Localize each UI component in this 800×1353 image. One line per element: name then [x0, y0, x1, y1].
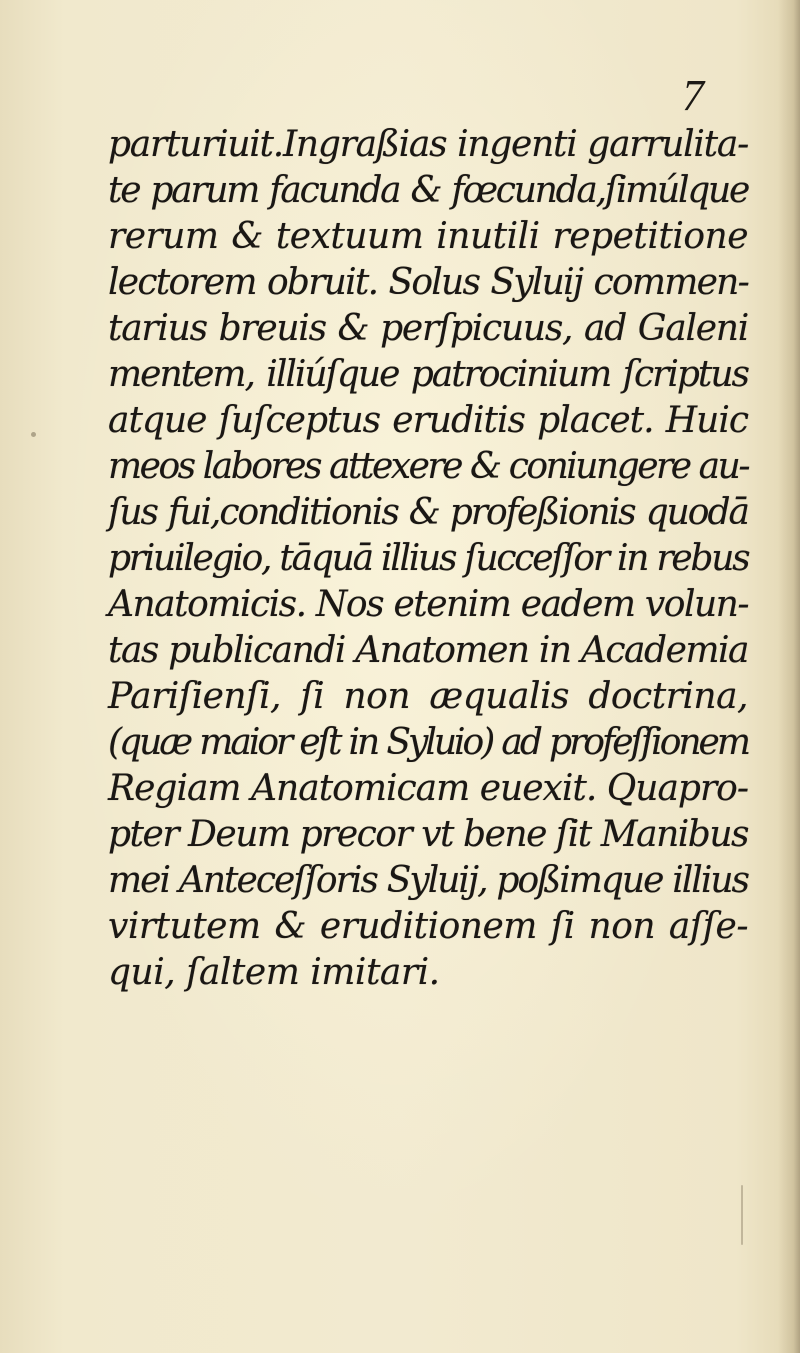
- text-line: meos labores attexere & coniungere au-: [108, 446, 748, 487]
- text-line: pter Deum precor vt bene ſit Manibus: [108, 814, 748, 855]
- text-line: lectorem obruit. Solus Syluij commen-: [108, 262, 748, 303]
- page-number: 7: [682, 71, 704, 120]
- text-line: (quæ maior eſt in Syluio) ad profeſſionem: [108, 722, 748, 763]
- text-line: rerum & textuum inutili repetitione: [108, 216, 748, 257]
- paper-speck: [31, 432, 36, 437]
- text-line: ſus fui,conditionis & profeßionis quodā: [108, 492, 748, 533]
- text-line: mei Anteceſſoris Syluij, poßimque illius: [108, 860, 748, 901]
- text-line: Regiam Anatomicam euexit. Quapro-: [108, 768, 748, 809]
- text-line: tas publicandi Anatomen in Academia: [108, 630, 748, 671]
- text-line: Anatomicis. Nos etenim eadem volun-: [108, 584, 748, 625]
- text-line: atque ſuſceptus eruditis placet. Huic: [108, 400, 748, 441]
- text-line-last: qui, ſaltem imitari.: [108, 952, 440, 993]
- text-line: parturiuit.Ingraßias ingenti garrulita-: [108, 124, 748, 165]
- text-line: priuilegio, tāquā illius ſucceſſor in rebus: [108, 538, 749, 579]
- text-line: te parum facunda & fœcunda,ſimúlque: [108, 170, 748, 211]
- text-line: tarius breuis & perſpicuus, ad Galeni: [108, 308, 748, 349]
- text-line: mentem, illiúſque patrocinium ſcriptus: [108, 354, 748, 395]
- page-edge-shadow: [778, 0, 800, 1353]
- text-line: virtutem & eruditionem ſi non aſſe-: [108, 906, 748, 947]
- text-line: Pariſienſi, ſi non æqualis doctrina,: [108, 676, 748, 717]
- text-body: [108, 122, 748, 996]
- paper-speck: [741, 1185, 743, 1245]
